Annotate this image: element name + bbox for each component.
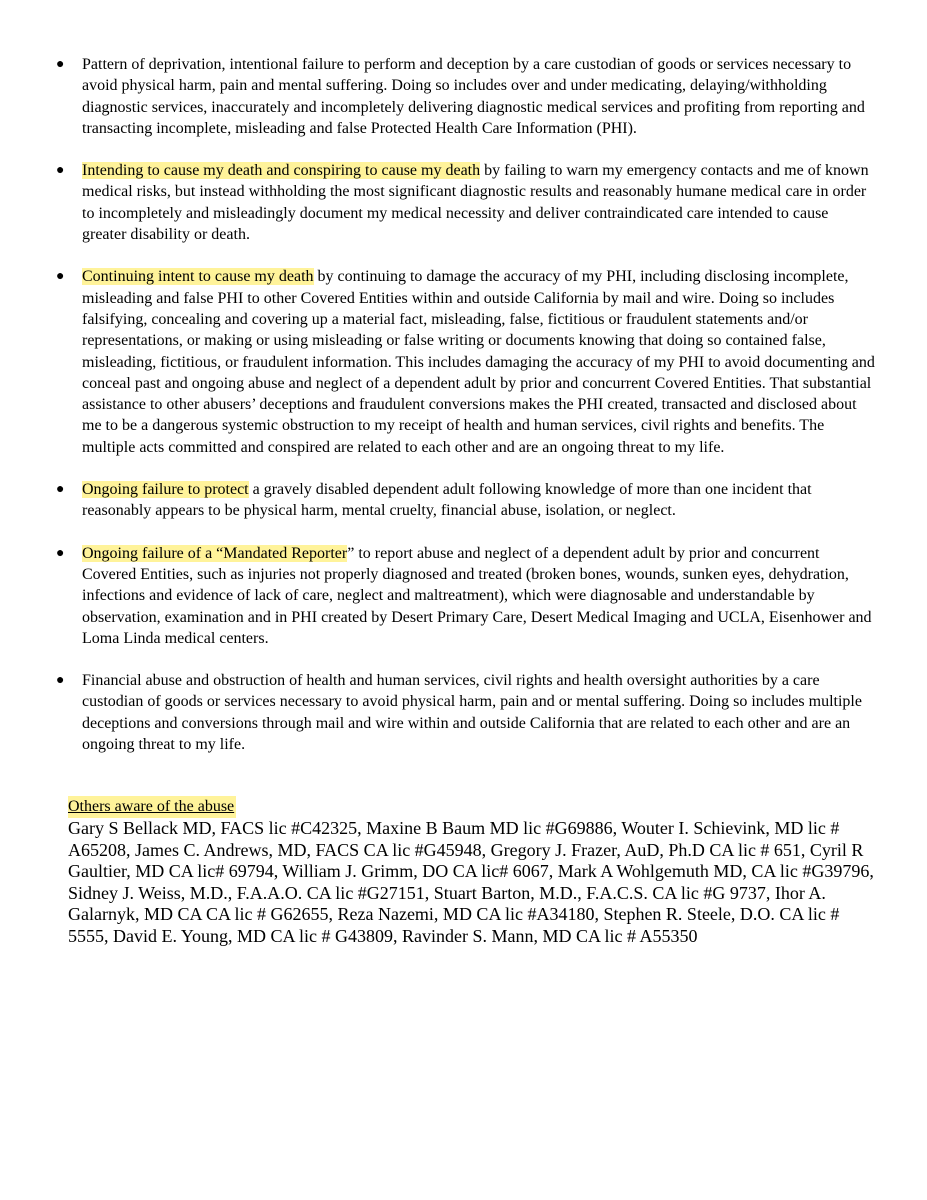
bullet-icon: ● — [56, 57, 65, 72]
highlighted-phrase: Continuing intent to cause my death — [82, 268, 314, 286]
list-item-continuing-intent — [56, 266, 876, 458]
highlighted-phrase: Ongoing failure to protect — [82, 481, 249, 499]
bullet-icon: ● — [56, 269, 65, 285]
bullet-text: Pattern of deprivation, intentional failure to perform and deception by a care custodian of goods or services necessary to avoid physical harm, pain and mental suffering. Doing so includes over and under medicating, delaying/withholding diagnostic services, inaccurately and incompletely delivering diagnostic medical services and profiting from reporting and transacting incomplete, misleading and false Protected Health Care Information (PHI). — [82, 56, 865, 137]
bullet-icon: ● — [56, 673, 65, 689]
highlighted-phrase: Intending to cause my death and conspiring to cause my death — [82, 162, 481, 180]
bullet-icon: ● — [56, 163, 65, 179]
list-item-intent-to-cause-death — [56, 160, 876, 245]
bullet-text: ” to report abuse and neglect of a dependent adult by prior and concurrent Covered Entities, such as injuries not properly diagnosed and treated (broken bones, wounds, sunken eyes, dehydration, infections and evidence of lack of care, neglect and maltreatment), which were diagnosable and understandable by observation, examination and in PHI created by Desert Primary Care, Desert Medical Imaging and UCLA, Eisenhower and Loma Linda medical centers. — [82, 544, 872, 647]
bullet-text: by continuing to damage the accuracy of my PHI, including disclosing incomplete, misleading and false PHI to other Covered Entities within and outside California by mail and wire. Doing so includes falsifying, concealing and covering up a material fact, misleading, false, fictitious or fraudulent statements and/or representations, or making or using misleading or false writing or documents knowing that doing so contained false, misleading, fictitious, or fraudulent information. This includes damaging the accuracy of my PHI to avoid documenting and conceal past and ongoing abuse and neglect of a dependent adult by prior and concurrent Covered Entities. That substantial assistance to other abusers’ deceptions and fraudulent conversions makes the PHI created, transacted and disclosed about me to be a dangerous systemic obstruction to my receipt of health and human services, civil rights and benefits. The multiple acts committed and conspired are related to each other and are an ongoing threat to my life. — [82, 268, 875, 456]
allegation-list — [56, 54, 876, 776]
others-aware-section — [68, 796, 883, 948]
list-item-failure-to-protect — [56, 479, 876, 522]
bullet-text: by failing to warn my emergency contacts and me of known medical risks, but instead withholding the most significant diagnostic results and reasonably humane medical care in order to incompletely and misleadingly document my medical necessity and deliver contraindicated care intended to cause greater disability or death. — [82, 162, 869, 244]
bullet-icon: ● — [56, 545, 65, 561]
list-item-deprivation — [56, 54, 876, 139]
others-aware-list: Gary S Bellack MD, FACS lic #C42325, Maxine B Baum MD lic #G69886, Wouter I. Schievink, MD lic # A65208, James C. Andrews, MD, FACS CA lic #G45948, Gregory J. Frazer, AuD, Ph.D CA lic # 651, Cyril R Gaultier, MD CA lic# 69794, William J. Grimm, DO CA lic# 6067, Mark A Wohlgemuth MD, CA lic #G39796, Sidney J. Weiss, M.D., F.A.A.O. CA lic #G27151, Stuart Barton, M.D., F.A.C.S. CA lic #G 9737, Ihor A. Galarnyk, MD CA CA lic # G62655, Reza Nazemi, MD CA lic #A34180, Stephen R. Steele, D.O. CA lic # 5555, David E. Young, MD CA lic # G43809, Ravinder S. Mann, MD CA lic # A55350 — [68, 818, 874, 946]
bullet-icon: ● — [56, 482, 65, 498]
list-item-mandated-reporter — [56, 543, 876, 649]
others-aware-heading: Others aware of the abuse — [68, 796, 236, 818]
bullet-text: a gravely disabled dependent adult following knowledge of more than one incident that reasonably appears to be physical harm, mental cruelty, financial abuse, isolation, or neglect. — [82, 481, 812, 520]
list-item-financial-abuse — [56, 670, 876, 755]
bullet-text: Financial abuse and obstruction of health and human services, civil rights and health oversight authorities by a care custodian of goods or services necessary to avoid physical harm, pain and or mental suffering. Doing so includes multiple deceptions and conversions through mail and wire within and outside California that are related to each other and are an ongoing threat to my life. — [82, 672, 862, 754]
highlighted-phrase: Ongoing failure of a “Mandated Reporter — [82, 544, 348, 562]
